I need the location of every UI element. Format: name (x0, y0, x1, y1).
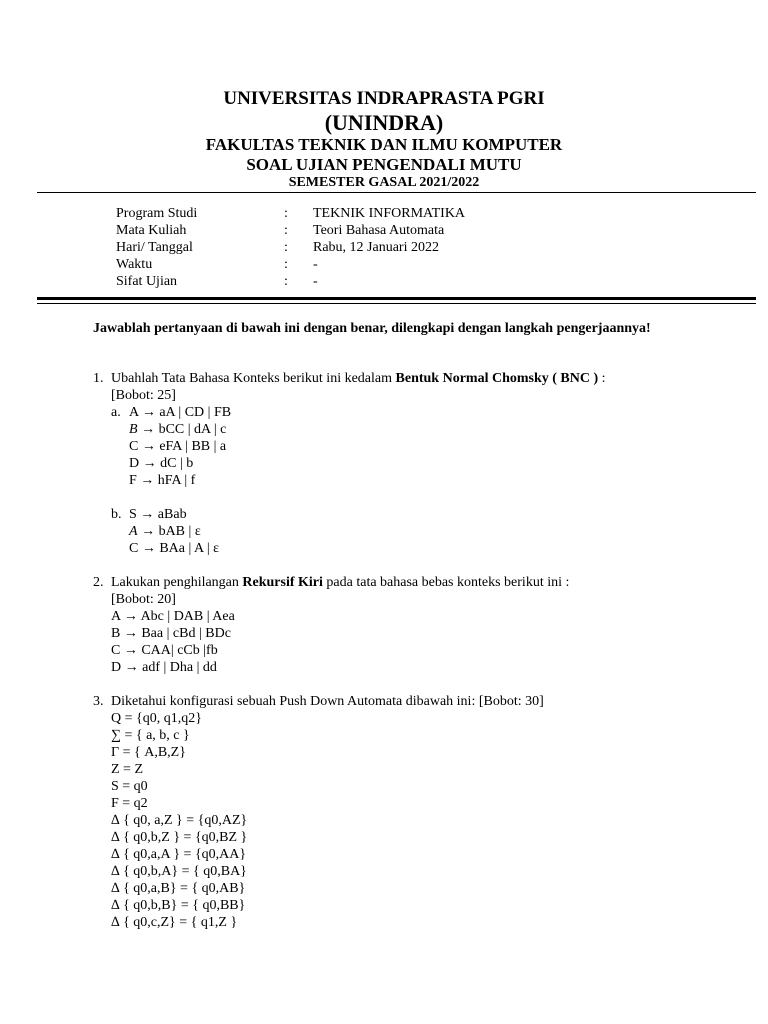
question-number: 1. (93, 371, 104, 386)
rule-lhs: A (129, 524, 138, 539)
rule-lhs: C (129, 439, 139, 454)
pda-transition: ∆ { q0,b,Z } = {q0,BZ } (111, 830, 248, 845)
rule-rhs: dC | b (160, 456, 194, 471)
part-label: b. (111, 507, 122, 522)
pda-definition: F = q2 (111, 796, 148, 811)
pda-transition: ∆ { q0, a,Z } = {q0,AZ} (111, 813, 248, 828)
question-text-plain: Lakukan penghilangan (111, 575, 243, 590)
info-value: - (313, 257, 318, 272)
rule-lhs: D (129, 456, 140, 471)
question-3 (111, 693, 544, 931)
arrow-icon: → (137, 422, 159, 437)
question-text-plain: Ubahlah Tata Bahasa Konteks berikut ini kedalam (111, 371, 396, 386)
rule-rhs: bCC | dA | c (158, 422, 227, 437)
grammar-rule (129, 506, 219, 523)
grammar-rule (129, 421, 231, 438)
pda-definition: Z = Z (111, 762, 143, 777)
grammar-rule: D → adf | Dha | dd (111, 660, 217, 675)
part-label: a. (111, 405, 121, 420)
faculty-name: FAKULTAS TEKNIK DAN ILMU KOMPUTER (205, 135, 563, 154)
question-weight: [Bobot: 20] (111, 592, 176, 607)
arrow-icon: → (138, 541, 160, 556)
question-text (111, 370, 606, 387)
exam-instruction: Jawablah pertanyaan di bawah ini dengan benar, dilengkapi dengan langkah pengerjaannya! (93, 321, 651, 336)
question-1 (111, 370, 606, 404)
arrow-icon: → (138, 405, 160, 420)
info-value: Rabu, 12 Januari 2022 (313, 240, 439, 255)
arrow-icon: → (136, 507, 158, 522)
pda-definition: Q = {q0, q1,q2} (111, 711, 202, 726)
grammar-part-b (129, 506, 219, 557)
info-value: - (313, 274, 318, 289)
info-colon: : (284, 257, 288, 272)
grammar-part-a (129, 404, 231, 489)
rule-lhs: F (129, 473, 137, 488)
grammar-rule (129, 438, 231, 455)
pda-definition: S = q0 (111, 779, 148, 794)
rule-rhs: bAB | ε (158, 524, 201, 539)
grammar-rule (129, 523, 219, 540)
grammar-rule: C → CAA| cCb |fb (111, 643, 218, 658)
info-value: Teori Bahasa Automata (313, 223, 445, 238)
pda-transition: ∆ { q0,b,B} = { q0,BB} (111, 898, 246, 913)
pda-definition: Γ = { A,B,Z} (111, 745, 186, 760)
info-label: Mata Kuliah (116, 223, 187, 238)
rule-lhs: B (129, 422, 138, 437)
question-2 (111, 574, 569, 676)
info-divider-bottom (37, 303, 756, 304)
rule-lhs: C (129, 541, 139, 556)
question-text: Diketahui konfigurasi sebuah Push Down Automata dibawah ini: [Bobot: 30] (111, 694, 544, 709)
grammar-rule (129, 472, 231, 489)
info-colon: : (284, 206, 288, 221)
semester-label: SEMESTER GASAL 2021/2022 (288, 175, 480, 190)
info-value: TEKNIK INFORMATIKA (313, 206, 466, 221)
university-name: UNIVERSITAS INDRAPRASTA PGRI (223, 88, 545, 109)
info-label: Hari/ Tanggal (116, 240, 193, 255)
rule-rhs: aBab (157, 507, 187, 522)
exam-title: SOAL UJIAN PENGENDALI MUTU (246, 155, 522, 174)
arrow-icon: → (136, 473, 158, 488)
university-abbreviation: (UNINDRA) (324, 110, 444, 135)
info-colon: : (284, 223, 288, 238)
question-text-plain: pada tata bahasa bebas konteks berikut ini : (322, 575, 570, 590)
info-label: Sifat Ujian (116, 274, 178, 289)
header-divider (37, 192, 756, 193)
rule-rhs: aA | CD | FB (159, 405, 232, 420)
pda-definition: ∑ = { a, b, c } (111, 728, 190, 743)
question-number: 3. (93, 694, 104, 709)
arrow-icon: → (138, 439, 160, 454)
info-divider-top (37, 297, 756, 300)
pda-transition: ∆ { q0,c,Z} = { q1,Z } (111, 915, 238, 930)
pda-transition: ∆ { q0,a,B} = { q0,AB} (111, 881, 246, 896)
question-text-bold: Bentuk Normal Chomsky ( BNC ) (395, 371, 599, 386)
pda-transition: ∆ { q0,a,A } = {q0,AA} (111, 847, 247, 862)
rule-lhs: S (129, 507, 137, 522)
info-label: Program Studi (116, 206, 198, 221)
grammar-rule: A → Abc | DAB | Aea (111, 609, 235, 624)
info-colon: : (284, 240, 288, 255)
rule-rhs: BAa | A | ε (159, 541, 220, 556)
arrow-icon: → (137, 524, 159, 539)
info-colon: : (284, 274, 288, 289)
pda-transition: ∆ { q0,b,A} = { q0,BA} (111, 864, 247, 879)
question-text (111, 574, 569, 591)
question-weight: [Bobot: 25] (111, 388, 176, 403)
question-text-bold: Rekursif Kiri (242, 575, 323, 590)
question-text-plain: : (598, 371, 606, 386)
info-label: Waktu (116, 257, 153, 272)
question-number: 2. (93, 575, 104, 590)
rule-lhs: A (129, 405, 139, 420)
rule-rhs: hFA | f (157, 473, 196, 488)
arrow-icon: → (139, 456, 161, 471)
grammar-rule: B → Baa | cBd | BDc (111, 626, 231, 641)
rule-rhs: eFA | BB | a (159, 439, 227, 454)
grammar-rule (129, 540, 219, 557)
grammar-rule (129, 404, 231, 421)
grammar-rule (129, 455, 231, 472)
